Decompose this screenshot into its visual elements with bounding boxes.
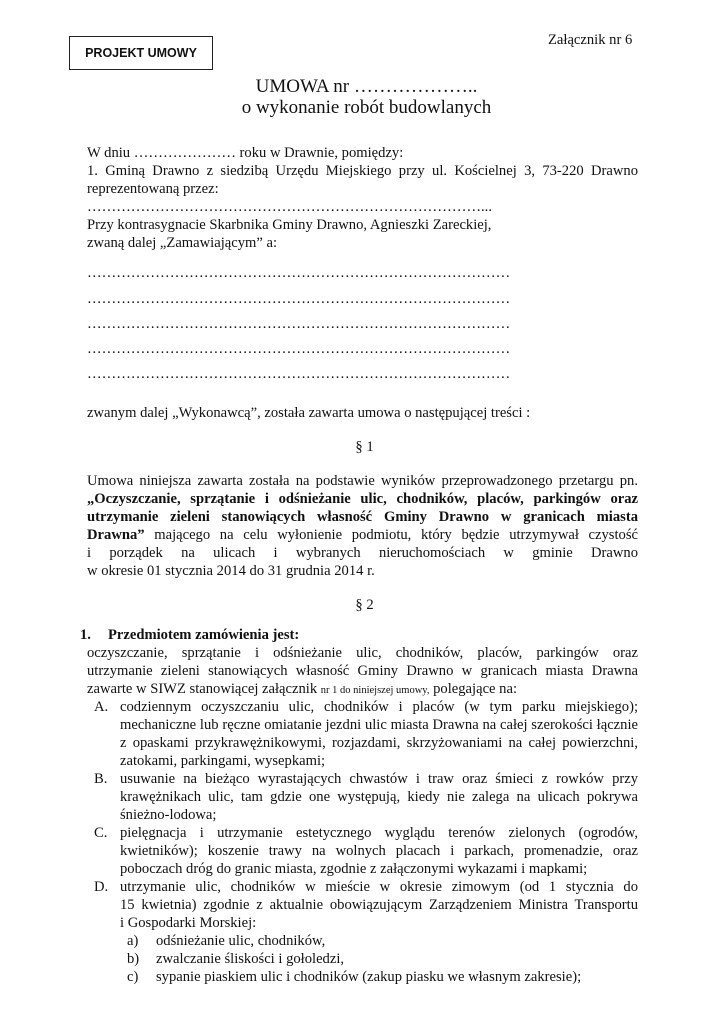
tender-purpose: mającego na celu wyłonienie podmiotu, który będzie utrzymywał czystość xyxy=(144,527,638,543)
item-a-line-1: codziennym oczyszczaniu ulic, chodników i placów (w tym parku miejskiego); xyxy=(120,699,638,715)
item-c-line-3: poboczach dróg do granic miasta, zgodnie z załączonymi wykazami i mapkami; xyxy=(120,861,588,877)
item-b-line-2: krawężnikach ulic, tam gdzie one występują, kiedy nie zalega na ulicach pokrywa xyxy=(120,789,638,805)
sub-item-c-text: sypanie piaskiem ulic i chodników (zakup piasku we własnym zakresie); xyxy=(156,969,582,985)
contract-subtitle: o wykonanie robót budowlanych xyxy=(241,97,492,118)
item-a-line-3: z opaskami przykrawężnikowymi, rozjazdami, skrzyżowaniami na całej powierzchni, xyxy=(120,735,638,751)
subject-line-3-c: polegające na: xyxy=(429,681,517,697)
item-b-label: B. xyxy=(94,771,108,787)
tender-name-end: Drawna” xyxy=(87,527,145,543)
sub-item-b-label: b) xyxy=(127,951,140,967)
section-1-line-2: „Oczyszczanie, sprzątanie i odśnieżanie ulic, chodników, placów, parkingów oraz xyxy=(87,491,638,507)
party-1-line: 1. Gminą Drawno z siedzibą Urzędu Miejskiego przy ul. Kościelnej 3, 73-220 Drawno xyxy=(87,163,638,179)
subject-line-1: oczyszczanie, sprzątanie i odśnieżanie ulic, chodników, placów, parkingów oraz xyxy=(87,645,638,661)
employer-designation: zwaną dalej „Zamawiającym” a: xyxy=(87,235,278,251)
contractor-designation: zwanym dalej „Wykonawcą”, została zawarta umowa o następującej treści : xyxy=(87,405,531,421)
contract-title: UMOWA nr ……………….. xyxy=(255,76,478,97)
sub-item-c-label: c) xyxy=(127,969,139,985)
draft-stamp: PROJEKT UMOWY xyxy=(69,36,213,70)
item-b-line-1: usuwanie na bieżąco wyrastających chwastów i traw oraz śmieci z rowków przy xyxy=(120,771,638,787)
subject-line-3-a: zawarte w SIWZ stanowiącej załącznik xyxy=(87,681,321,697)
item-c-line-2: kwietników); koszenie trawy na wolnych placach i parkach, promenadzie, oraz xyxy=(120,843,638,859)
countersignature-line: Przy kontrasygnacie Skarbnika Gminy Drawno, Agnieszki Zareckiej, xyxy=(87,217,492,233)
date-line: W dniu ………………… roku w Drawnie, pomiędzy: xyxy=(87,145,404,161)
subject-line-3-b: nr 1 do niniejszej umowy, xyxy=(320,685,430,696)
section-1-line-6: w okresie 01 stycznia 2014 do 31 grudnia 2014 r. xyxy=(87,563,375,579)
sub-item-b-text: zwalczanie śliskości i gołoledzi, xyxy=(156,951,345,967)
item-a-line-2: mechaniczne lub ręczne omiatanie jezdni ulic miasta Drawna na całej szerokości łącznie xyxy=(120,717,638,733)
section-1-line-3: utrzymanie zieleni stanowiących własność Gminy Drawno w granicach miasta xyxy=(87,509,638,525)
item-c-label: C. xyxy=(94,825,108,841)
section-1-line-4 xyxy=(87,526,638,544)
item-b-line-3: śnieżno-lodowa; xyxy=(120,807,217,823)
sub-item-a-text: odśnieżanie ulic, chodników, xyxy=(156,933,326,949)
contractor-dots-4: …………………………………………………………………………… xyxy=(87,341,511,357)
item-1-title: Przedmiotem zamówienia jest: xyxy=(108,627,300,643)
contractor-dots-3: …………………………………………………………………………… xyxy=(87,316,511,332)
representative-dots: ………………………………………………………………………... xyxy=(87,199,492,215)
item-a-line-4: zatokami, parkingami, wysepkami; xyxy=(120,753,326,769)
section-1-line-5: i porządek na ulicach i wybranych nieruchomościach w gminie Drawno xyxy=(87,545,638,561)
item-d-label: D. xyxy=(94,879,109,895)
section-1-line-1: Umowa niniejsza zawarta została na podstawie wyników przeprowadzonego przetargu pn. xyxy=(87,473,638,489)
item-a-label: A. xyxy=(94,699,109,715)
party-1-represented: reprezentowaną przez: xyxy=(87,181,219,197)
sub-item-a-label: a) xyxy=(127,933,139,949)
contractor-dots-5: …………………………………………………………………………… xyxy=(87,366,511,382)
item-1-number: 1. xyxy=(80,627,91,643)
contractor-dots-2: …………………………………………………………………………… xyxy=(87,291,511,307)
section-2-heading: § 2 xyxy=(355,597,374,613)
item-d-line-3: i Gospodarki Morskiej: xyxy=(120,915,257,931)
annex-number: Załącznik nr 6 xyxy=(548,32,633,48)
section-1-heading: § 1 xyxy=(355,439,374,455)
item-d-line-1: utrzymanie ulic, chodników w mieście w okresie zimowym (od 1 stycznia do xyxy=(120,879,638,895)
item-d-line-2: 15 kwietnia) zgodnie z aktualnie obowiązującym Zarządzeniem Ministra Transportu xyxy=(120,897,638,913)
subject-line-2: utrzymanie zieleni stanowiących własność Gminy Drawno w granicach miasta Drawna xyxy=(87,663,638,679)
item-c-line-1: pielęgnacja i utrzymanie estetycznego wyglądu terenów zielonych (ogrodów, xyxy=(120,825,638,841)
contractor-dots-1: …………………………………………………………………………… xyxy=(87,265,511,281)
